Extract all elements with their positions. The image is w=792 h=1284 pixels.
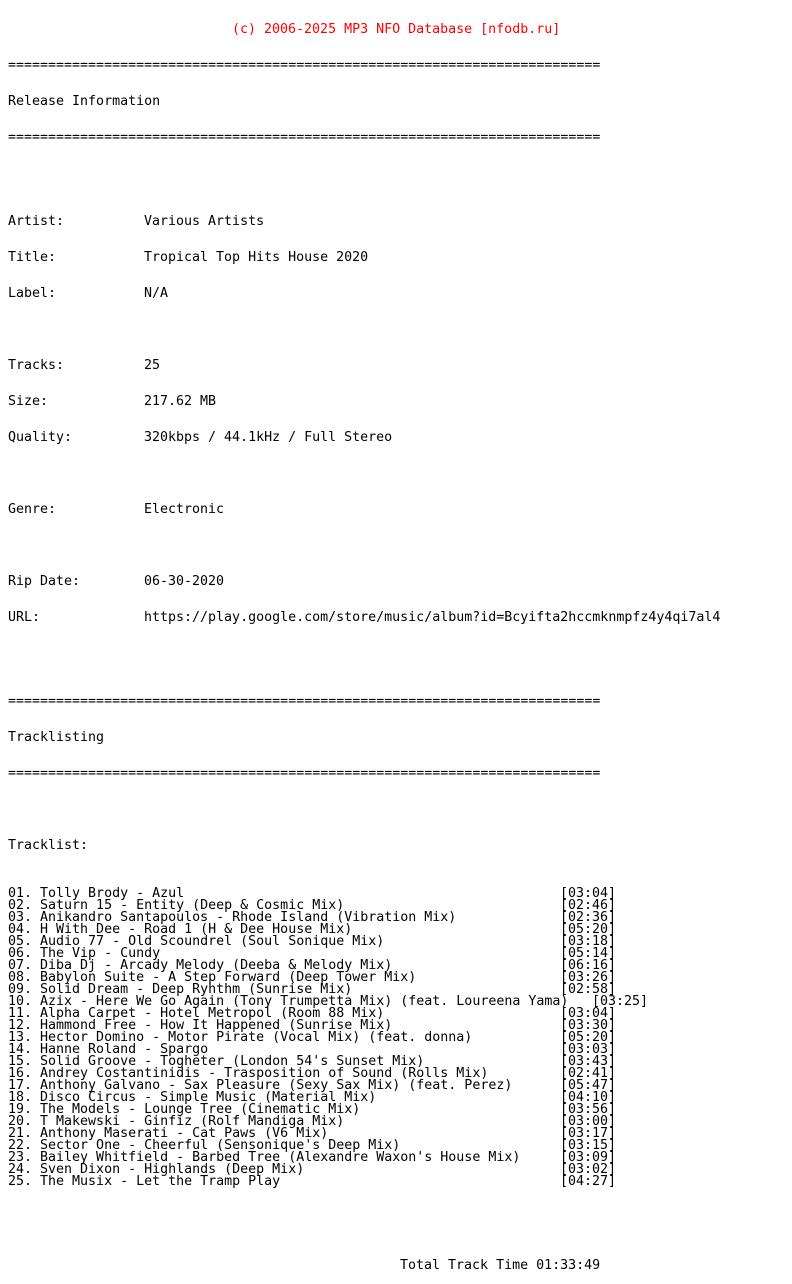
track-title: 07. Diba Dj - Arcady Melody (Deeba & Melody Mix) <box>8 958 393 973</box>
track-title: 10. Azix - Here We Go Again (Tony Trumpetta Mix) (feat. Loureena Yama) <box>8 994 569 1009</box>
tracklisting-heading: Tracklisting <box>8 730 105 745</box>
field-rip-date <box>8 576 792 588</box>
field-label: Quality: <box>8 430 73 445</box>
track-duration: [03:17] <box>560 1126 617 1141</box>
track-duration: [03:25] <box>592 994 649 1009</box>
track-title: 17. Anthony Galvano - Sax Pleasure (Sexy Sax Mix) (feat. Perez) <box>8 1078 513 1093</box>
track-duration: [05:47] <box>560 1078 617 1093</box>
track-title: 25. The Musix - Let the Tramp Play <box>8 1174 281 1189</box>
track-title: 19. The Models - Lounge Tree (Cinematic Mix) <box>8 1102 361 1117</box>
field-value: 06-30-2020 <box>144 574 225 589</box>
field-label: Title: <box>8 250 57 265</box>
track-title: 11. Alpha Carpet - Hotel Metropol (Room 88 Mix) <box>8 1006 385 1021</box>
track-duration: [03:02] <box>560 1162 617 1177</box>
field-label: Genre: <box>8 502 57 517</box>
field-value: 25 <box>144 358 161 373</box>
track-row <box>8 1176 792 1188</box>
track-title: 18. Disco Circus - Simple Music (Material Mix) <box>8 1090 377 1105</box>
field-label-name <box>8 288 792 300</box>
field-artist <box>8 216 792 228</box>
track-title: 08. Babylon Suite - A Step Forward (Deep Tower Mix) <box>8 970 417 985</box>
field-genre <box>8 504 792 516</box>
track-title: 14. Hanne Roland - Spargo <box>8 1042 209 1057</box>
track-duration: [03:56] <box>560 1102 617 1117</box>
track-duration: [05:20] <box>560 922 617 937</box>
track-duration: [03:30] <box>560 1018 617 1033</box>
field-label: URL: <box>8 610 41 625</box>
field-value: 320kbps / 44.1kHz / Full Stereo <box>144 430 393 445</box>
track-duration: [05:14] <box>560 946 617 961</box>
field-value: N/A <box>144 286 169 301</box>
track-title: 13. Hector Domino - Motor Pirate (Vocal Mix) (feat. donna) <box>8 1030 473 1045</box>
separator-rule: ========================================================================== <box>8 58 601 73</box>
field-label: Label: <box>8 286 57 301</box>
track-title: 09. Solid Dream - Deep Ryhthm (Sunrise Mix) <box>8 982 353 997</box>
field-value: 217.62 MB <box>144 394 217 409</box>
blank-line <box>8 324 792 336</box>
field-quality <box>8 432 792 444</box>
track-duration: [03:26] <box>560 970 617 985</box>
blank-line <box>8 540 792 552</box>
field-value: Electronic <box>144 502 225 517</box>
release-info-heading: Release Information <box>8 94 161 109</box>
track-duration: [02:41] <box>560 1066 617 1081</box>
track-duration: [02:36] <box>560 910 617 925</box>
track-title: 04. H With Dee - Road 1 (H & Dee House Mix) <box>8 922 353 937</box>
track-title: 12. Hammond Free - How It Happened (Sunrise Mix) <box>8 1018 393 1033</box>
track-duration: [02:46] <box>560 898 617 913</box>
field-tracks <box>8 360 792 372</box>
separator-rule: ========================================================================== <box>8 766 601 781</box>
track-duration: [04:27] <box>560 1174 617 1189</box>
field-label: Artist: <box>8 214 65 229</box>
blank-line <box>8 1224 792 1236</box>
field-label: Rip Date: <box>8 574 81 589</box>
track-duration: [03:04] <box>560 886 617 901</box>
separator-rule: ========================================================================== <box>8 130 601 145</box>
field-title <box>8 252 792 264</box>
track-duration: [03:00] <box>560 1114 617 1129</box>
field-value: Various Artists <box>144 214 265 229</box>
field-url <box>8 612 792 624</box>
track-duration: [06:16] <box>560 958 617 973</box>
url-value: https://play.google.com/store/music/album?id=Bcyifta2hccmknmpfz4y4qi7al4 <box>144 610 721 625</box>
blank-line <box>8 468 792 480</box>
blank-line <box>8 168 792 180</box>
track-duration: [03:43] <box>560 1054 617 1069</box>
track-title: 23. Bailey Whitfield - Barbed Tree (Alexandre Waxon's House Mix) <box>8 1150 521 1165</box>
track-title: 21. Anthony Maserati - Cat Paws (V6 Mix) <box>8 1126 329 1141</box>
track-list <box>8 888 792 1188</box>
total-track-time: Total Track Time 01:33:49 <box>400 1258 601 1273</box>
field-label: Tracks: <box>8 358 65 373</box>
track-title: 06. The Vip - Cundy <box>8 946 161 961</box>
track-title: 20. T Makewski - Ginfiz (Rolf Mandiga Mix) <box>8 1114 345 1129</box>
track-duration: [05:20] <box>560 1030 617 1045</box>
track-duration: [03:03] <box>560 1042 617 1057</box>
track-duration: [04:10] <box>560 1090 617 1105</box>
track-duration: [02:58] <box>560 982 617 997</box>
track-duration: [03:18] <box>560 934 617 949</box>
field-size <box>8 396 792 408</box>
copyright-banner: (c) 2006-2025 MP3 NFO Database [nfodb.ru] <box>232 22 561 37</box>
track-title: 16. Andrey Costantinidis - Trasposition of Sound (Rolls Mix) <box>8 1066 489 1081</box>
track-duration: [03:04] <box>560 1006 617 1021</box>
track-title: 22. Sector One - Cheerful (Sensonique's Deep Mix) <box>8 1138 401 1153</box>
track-title: 15. Solid Groove - Togheter (London 54's Sunset Mix) <box>8 1054 425 1069</box>
track-title: 02. Saturn 15 - Entity (Deep & Cosmic Mix) <box>8 898 345 913</box>
track-title: 01. Tolly Brody - Azul <box>8 886 185 901</box>
field-label: Size: <box>8 394 49 409</box>
blank-line <box>8 648 792 660</box>
track-title: 24. Sven Dixon - Highlands (Deep Mix) <box>8 1162 305 1177</box>
track-duration: [03:09] <box>560 1150 617 1165</box>
blank-line <box>8 804 792 816</box>
separator-rule: ========================================================================== <box>8 694 601 709</box>
track-duration: [03:15] <box>560 1138 617 1153</box>
tracklist-label: Tracklist: <box>8 838 89 853</box>
track-title: 03. Anikandro Santapoulos - Rhode Island (Vibration Mix) <box>8 910 457 925</box>
track-title: 05. Audio 77 - Old Scoundrel (Soul Sonique Mix) <box>8 934 385 949</box>
field-value: Tropical Top Hits House 2020 <box>144 250 369 265</box>
